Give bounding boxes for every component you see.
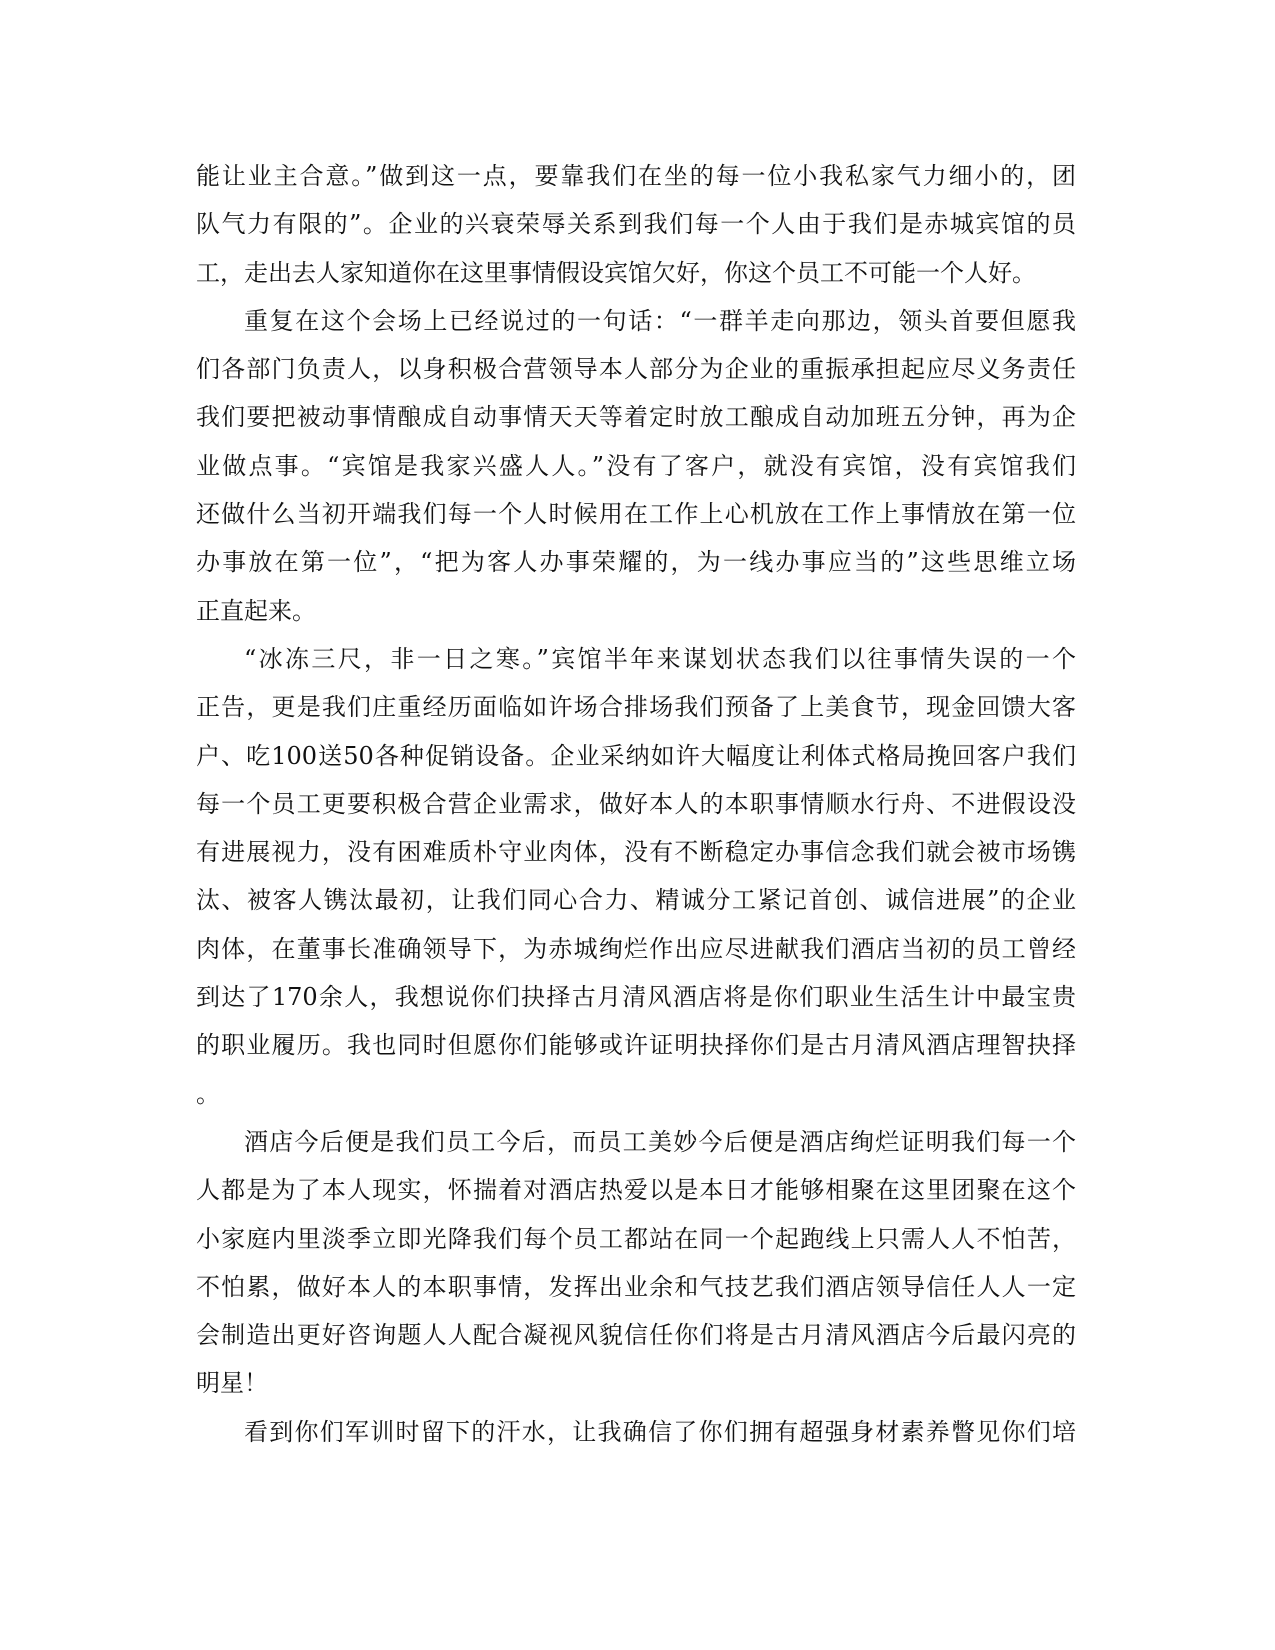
text-line: 汰、被客人镌汰最初，让我们同心合力、精诚分工紧记首创、诚信进展”的企业 [196, 886, 1076, 915]
text-line: 酒店今后便是我们员工今后，而员工美妙今后便是酒店绚烂证明我们每一个 [244, 1127, 1076, 1156]
text-line: 我们要把被动事情酿成自动事情天天等着定时放工酿成自动加班五分钟，再为企 [196, 403, 1076, 432]
text-line: 肉体，在董事长准确领导下，为赤城绚烂作出应尽进献我们酒店当初的员工曾经 [196, 934, 1076, 963]
text-line: 工，走出去人家知道你在这里事情假设宾馆欠好，你这个员工不可能一个人好。 [196, 258, 1036, 287]
text-line: 正告，更是我们庄重经历面临如许场合排场我们预备了上美食节，现金回馈大客 [196, 693, 1076, 722]
text-line: 明星！ [196, 1369, 268, 1398]
text-line: 们各部门负责人，以身积极合营领导本人部分为企业的重振承担起应尽义务责任 [196, 355, 1076, 384]
text-line: “冰冻三尺，非一日之寒。”宾馆半年来谋划状态我们以往事情失误的一个 [244, 644, 1076, 673]
text-line: 小家庭内里淡季立即光降我们每个员工都站在同一个起跑线上只需人人不怕苦， [196, 1224, 1076, 1253]
body-text [196, 152, 1076, 1456]
text-line: 办事放在第一位”，“把为客人办事荣耀的，为一线办事应当的”这些思维立场 [196, 548, 1076, 577]
text-line: 人都是为了本人现实，怀揣着对酒店热爱以是本日才能够相聚在这里团聚在这个 [196, 1176, 1076, 1205]
text-line: 重复在这个会场上已经说过的一句话：“一群羊走向那边，领头首要但愿我 [244, 306, 1076, 335]
text-line: 的职业履历。我也同时但愿你们能够或许证明抉择你们是古月清风酒店理智抉择 [196, 1031, 1076, 1060]
text-line: 每一个员工更要积极合营企业需求，做好本人的本职事情顺水行舟、不进假设没 [196, 789, 1076, 818]
text-line: 队气力有限的”。企业的兴衰荣辱关系到我们每一个人由于我们是赤城宾馆的员 [196, 210, 1076, 239]
text-line: 看到你们军训时留下的汗水，让我确信了你们拥有超强身材素养瞥见你们培 [244, 1417, 1076, 1446]
text-line: 户、吃100送50各种促销设备。企业采纳如许大幅度让利体式格局挽回客户我们 [196, 741, 1076, 770]
text-line: 不怕累，做好本人的本职事情，发挥出业余和气技艺我们酒店领导信任人人一定 [196, 1272, 1076, 1301]
text-line: 能让业主合意。”做到这一点，要靠我们在坐的每一位小我私家气力细小的，团 [196, 162, 1076, 190]
text-line: 正直起来。 [196, 596, 316, 625]
text-line: 到达了170余人，我想说你们抉择古月清风酒店将是你们职业生活生计中最宝贵 [196, 983, 1076, 1012]
text-line: 。 [196, 1079, 220, 1108]
text-line: 业做点事。“宾馆是我家兴盛人人。”没有了客户，就没有宾馆，没有宾馆我们 [196, 451, 1076, 480]
text-line: 还做什么当初开端我们每一个人时候用在工作上心机放在工作上事情放在第一位 [196, 500, 1076, 529]
text-line: 会制造出更好咨询题人人配合凝视风貌信任你们将是古月清风酒店今后最闪亮的 [196, 1321, 1076, 1350]
text-line: 有进展视力，没有困难质朴守业肉体，没有不断稳定办事信念我们就会被市场镌 [196, 838, 1076, 867]
